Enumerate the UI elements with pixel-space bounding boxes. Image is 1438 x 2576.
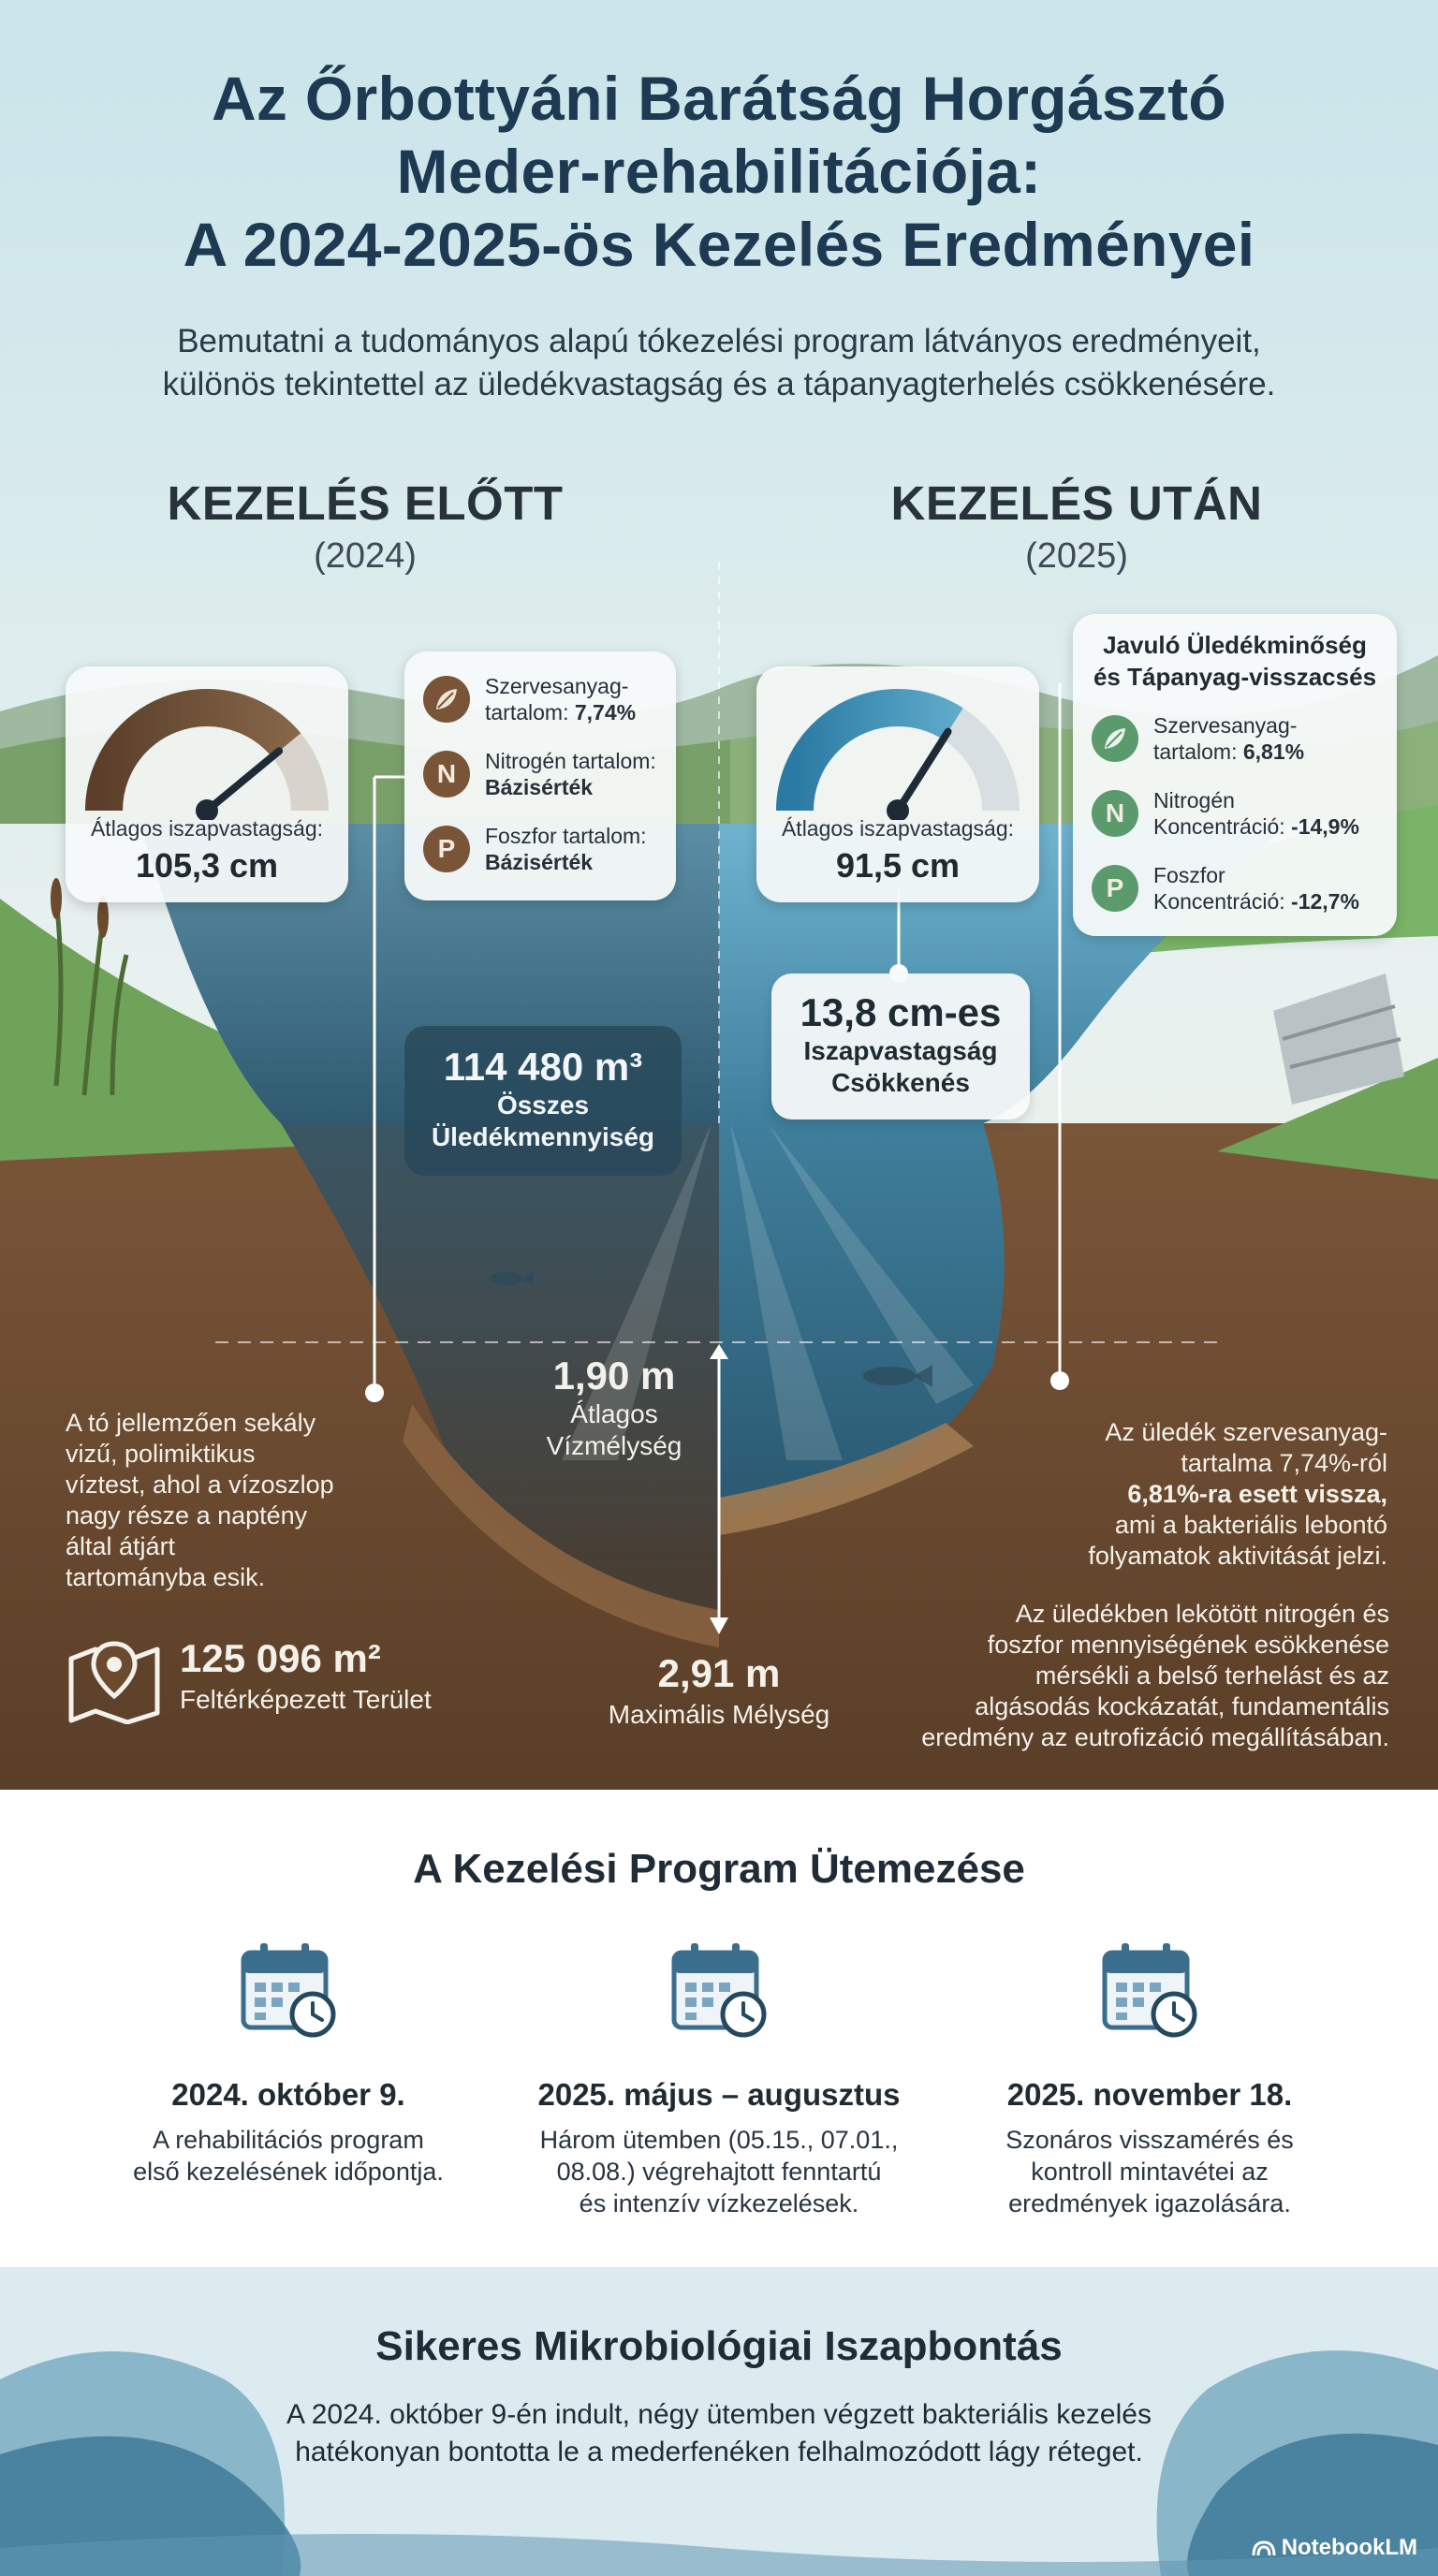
- average-depth-label2: Vízmélység: [546, 1431, 682, 1460]
- after-organic-line1: Szervesanyag-: [1153, 713, 1298, 738]
- after-nitrogen-value: -14,9%: [1291, 814, 1359, 839]
- page-subtitle: [94, 320, 1344, 406]
- before-phosphorus-line1: Foszfor tartalom:: [485, 824, 647, 848]
- before-description-line: A tó jellemzően sekály: [66, 1409, 316, 1437]
- subtitle-line-1: Bemutatni a tudományos alapú tókezelési program látványos eredményeit,: [177, 323, 1261, 359]
- schedule-date: 2025. május – augusztus: [537, 2077, 901, 2112]
- before-gauge-card: [66, 666, 348, 902]
- before-description-line: nagy része a naptény: [66, 1501, 308, 1530]
- phosphorus-icon: P: [1092, 865, 1138, 912]
- after-description-nutrients: [859, 1599, 1389, 1753]
- after-nutrient-card: [1073, 614, 1397, 936]
- after-phosphorus-prefix: Koncentráció:: [1153, 889, 1292, 914]
- sediment-volume-value: 114 480 m³: [443, 1045, 643, 1089]
- average-depth-label1: Átlagos: [570, 1399, 658, 1428]
- schedule-item: [944, 1939, 1356, 2219]
- mapped-area-value: 125 096 m²: [180, 1636, 381, 1680]
- page-title: [0, 62, 1438, 281]
- title-line-2: Meder-rehabilitációja:: [396, 137, 1042, 206]
- footer-description: [197, 2396, 1241, 2471]
- schedule-description-line: első kezelésének időpontja.: [133, 2158, 444, 2186]
- after-description-line: algásodás kockázatát, fundamentális: [975, 1692, 1389, 1720]
- average-depth-value: 1,90 m: [552, 1354, 676, 1398]
- sediment-volume-label2: Üledékmennyiség: [431, 1122, 655, 1151]
- after-nitrogen-row: [1092, 783, 1386, 844]
- schedule-section: [0, 1790, 1438, 2267]
- after-card-title: [1073, 629, 1397, 693]
- max-depth-stat: [579, 1651, 859, 1730]
- after-description-line: folyamatok aktivitását jelzi.: [1088, 1542, 1387, 1570]
- after-description-line: Az üledékben lekötött nitrogén és: [1015, 1600, 1389, 1628]
- before-heading-title: KEZELÉS ELŐTT: [167, 476, 564, 530]
- title-line-3: A 2024-2025-ös Kezelés Eredményei: [183, 210, 1255, 279]
- after-description-line: eredmény az eutrofizáció megállításában.: [921, 1723, 1389, 1751]
- phosphorus-icon: P: [423, 826, 470, 872]
- schedule-description-line: 08.08.) végrehajtott fenntartú: [556, 2158, 882, 2186]
- schedule-title: A Kezelési Program Ütemezése: [413, 1846, 1025, 1892]
- brand-label: NotebookLM: [1281, 2535, 1417, 2560]
- after-heading-title: KEZELÉS UTÁN: [890, 476, 1263, 530]
- max-depth-label: Maximális Mélység: [608, 1700, 830, 1729]
- sludge-reduction-stat: [771, 973, 1030, 1120]
- after-description-organic: [979, 1417, 1387, 1572]
- before-nitrogen-row: [423, 743, 665, 805]
- after-description-line: tartalma 7,74%-ról: [1181, 1449, 1387, 1477]
- mapped-area-label: Feltérképezett Terület: [180, 1685, 432, 1714]
- before-description-line: által átjárt: [66, 1532, 176, 1560]
- before-heading: [103, 476, 627, 577]
- before-nitrogen-line1: Nitrogén tartalom:: [485, 749, 656, 773]
- schedule-description: [82, 2124, 494, 2188]
- schedule-description-line: Három ütemben (05.15., 07.01.,: [539, 2126, 899, 2154]
- after-organic-prefix: tartalom:: [1153, 739, 1243, 764]
- after-gauge-dial: [776, 680, 1020, 820]
- leaf-icon: [423, 676, 470, 723]
- max-depth-value: 2,91 m: [657, 1651, 781, 1695]
- after-gauge-card: [756, 666, 1039, 902]
- after-phosphorus-value: -12,7%: [1291, 889, 1359, 914]
- mapped-area-stat: [66, 1634, 477, 1724]
- before-organic-row: [423, 668, 665, 730]
- schedule-description-line: A rehabilitációs program: [153, 2126, 424, 2154]
- schedule-item: [513, 1939, 925, 2219]
- before-organic-value: 7,74%: [574, 700, 637, 724]
- schedule-description-line: eredmények igazolására.: [1008, 2189, 1291, 2217]
- after-gauge-value: 91,5 cm: [835, 846, 961, 885]
- average-depth-stat: [522, 1354, 706, 1462]
- before-organic-prefix: tartalom:: [485, 700, 575, 724]
- before-heading-year: (2024): [314, 536, 417, 576]
- after-phosphorus-row: [1092, 857, 1386, 919]
- schedule-date: 2025. november 18.: [1006, 2077, 1293, 2112]
- after-nitrogen-prefix: Koncentráció:: [1153, 814, 1292, 839]
- before-description-line: víztest, ahol a vízoszlop: [66, 1471, 334, 1499]
- schedule-description-line: és intenzív vízkezelések.: [579, 2189, 859, 2217]
- map-pin-icon: [66, 1638, 163, 1724]
- sludge-reduction-value: 13,8 cm-es: [800, 990, 1002, 1034]
- before-organic-line1: Szervesanyag-: [485, 674, 629, 698]
- before-description-line: tartományba esik.: [66, 1563, 266, 1591]
- notebooklm-logo-icon: [1252, 2539, 1276, 2557]
- after-description-line: 6,81%-ra esett vissza,: [1127, 1480, 1387, 1508]
- sludge-reduction-label1: Iszapvastagság: [803, 1036, 998, 1065]
- nitrogen-icon: N: [1092, 790, 1138, 837]
- after-description-line: Az üledék szervesanyag-: [1105, 1418, 1387, 1446]
- schedule-item: [82, 1939, 494, 2188]
- after-phosphorus-line1: Foszfor: [1153, 863, 1225, 887]
- nitrogen-icon: N: [423, 751, 470, 798]
- footer-description-line: A 2024. október 9-én indult, négy ütemben végzett bakteriális kezelés: [286, 2399, 1152, 2430]
- after-description-line: ami a bakteriális lebontó: [1114, 1511, 1387, 1539]
- sediment-volume-label1: Összes: [496, 1090, 590, 1120]
- after-card-title-line1: Javuló Üledékminőség: [1103, 631, 1367, 659]
- before-phosphorus-row: [423, 818, 665, 880]
- after-organic-row: [1092, 708, 1386, 769]
- before-gauge-label: Átlagos iszapvastagság:: [90, 816, 324, 841]
- leaf-icon: [1092, 715, 1138, 762]
- calendar-clock-icon: [1099, 1939, 1200, 2041]
- sediment-volume-stat: [404, 1026, 682, 1176]
- calendar-clock-icon: [668, 1939, 770, 2041]
- schedule-date: 2024. október 9.: [171, 2077, 405, 2112]
- sludge-reduction-label2: Csökkenés: [831, 1068, 970, 1097]
- after-nitrogen-line1: Nitrogén: [1153, 788, 1235, 812]
- after-heading-year: (2025): [1025, 536, 1128, 576]
- after-organic-value: 6,81%: [1242, 739, 1305, 764]
- before-gauge-dial: [85, 680, 329, 820]
- schedule-description-line: kontroll mintavétei az: [1031, 2158, 1269, 2186]
- schedule-description: [944, 2124, 1356, 2219]
- before-phosphorus-value: Bázisérték: [485, 850, 594, 874]
- after-heading: [814, 476, 1339, 577]
- notebooklm-brand: [1252, 2535, 1417, 2561]
- before-nitrogen-value: Bázisérték: [485, 775, 594, 799]
- after-gauge-label: Átlagos iszapvastagság:: [781, 816, 1015, 841]
- footer-title: Sikeres Mikrobiológiai Iszapbontás: [375, 2323, 1063, 2369]
- after-card-title-line2: és Tápanyag-visszacsés: [1093, 663, 1377, 691]
- subtitle-line-2: különös tekintettel az üledékvastagság és a tápanyagterhelés csökkenésére.: [162, 366, 1276, 402]
- before-description-line: vizű, polimiktikus: [66, 1440, 256, 1468]
- calendar-clock-icon: [238, 1939, 339, 2041]
- schedule-description: [513, 2124, 925, 2219]
- after-description-line: foszfor mennyiségének esökkenése: [987, 1631, 1389, 1659]
- footer-description-line: hatékonyan bontotta le a mederfenéken felhalmozódott lágy réteget.: [295, 2437, 1143, 2467]
- title-line-1: Az Őrbottyáni Barátság Horgásztó: [211, 64, 1227, 133]
- before-nutrient-card: [404, 651, 676, 900]
- before-gauge-value: 105,3 cm: [135, 846, 279, 885]
- after-description-line: mérsékli a belső terhelást és az: [1034, 1661, 1389, 1690]
- footer-section: [0, 2267, 1438, 2576]
- schedule-description-line: Szonáros visszamérés és: [1005, 2126, 1294, 2154]
- before-description: [66, 1408, 374, 1593]
